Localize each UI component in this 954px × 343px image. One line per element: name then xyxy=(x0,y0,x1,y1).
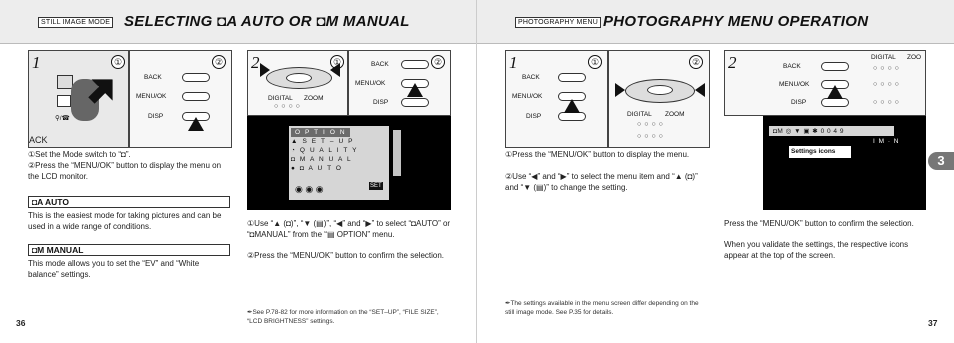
left-mid-instruction-1: ①Use “▲ (◘)”, “▼ (▤)”, “◀” and “▶” to select “◘AUTO” or “◘MANUAL” from the “▤ OPTION” menu. xyxy=(247,219,451,239)
settings-icons: ◘M ◎ ▼ ▣ ✱ 0 0 4 9 xyxy=(773,128,844,135)
menu-option-icons: ◉ ◉ ◉ xyxy=(295,184,324,194)
right-lcd-screen xyxy=(763,116,926,210)
dpad-center xyxy=(647,85,673,95)
dpad-center xyxy=(286,73,312,83)
right-header xyxy=(477,0,954,44)
circle-2: ② xyxy=(431,55,445,69)
arrow-right-icon xyxy=(260,63,270,77)
menu-item-quality: ◔ Q U A L I T Y xyxy=(291,147,359,154)
indicator-dots: ○○○○ xyxy=(873,81,902,88)
indicator-dots: ○○○○ xyxy=(637,121,666,128)
chapter-tab: 3 xyxy=(928,152,954,170)
right-step2-buttons-panel xyxy=(724,50,926,116)
press-arrow-icon xyxy=(188,117,204,131)
left-header xyxy=(0,0,476,44)
right-confirm-text: Press the “MENU/OK” button to confirm the selection. xyxy=(724,219,914,228)
digital-label: DIGITAL xyxy=(627,111,652,118)
left-instruction-2: ②Press the “MENU/OK” button to display the menu on the LCD monitor. xyxy=(28,161,222,181)
left-section-tag: STILL IMAGE MODE xyxy=(38,17,113,28)
left-note: ✒See P.78-82 for more information on the “SET–UP”, “FILE SIZE”, “LCD BRIGHTNESS” settings. xyxy=(247,309,439,325)
indicator-dots: ○○○○ xyxy=(873,65,902,72)
manual-section-head: ◘M MANUAL xyxy=(28,244,230,256)
menu-ok-button-label: MENU/OK xyxy=(136,93,167,100)
manual-section-text: This mode allows you to set the “EV” and “White balance” settings. xyxy=(28,259,200,279)
callout-box xyxy=(789,146,851,158)
indicator-dots: ○○○○ xyxy=(274,103,303,110)
circle-1: ① xyxy=(111,55,125,69)
menu-ok-button xyxy=(182,92,210,101)
digital-label: DIGITAL xyxy=(871,54,896,61)
menu-panel xyxy=(289,126,389,200)
circle-1: ① xyxy=(588,55,602,69)
press-arrow-icon xyxy=(564,99,580,113)
left-step1-panel xyxy=(28,50,129,148)
disp-button xyxy=(821,98,849,107)
right-section-tag: PHOTOGRAPHY MENU xyxy=(515,17,601,28)
left-page-title: SELECTING ◘A AUTO OR ◘M MANUAL xyxy=(124,13,410,30)
arrow-left-icon xyxy=(330,63,340,77)
zoom-label: ZOO xyxy=(907,54,922,61)
press-arrow-icon xyxy=(407,83,423,97)
left-step2-dpad-panel xyxy=(247,50,348,116)
circle-2: ② xyxy=(212,55,226,69)
menu-title: O P T I O N xyxy=(291,128,350,137)
back-button xyxy=(558,73,586,82)
menu-ok-button-label: MENU/OK xyxy=(779,81,810,88)
left-mid-instruction-2: ②Press the “MENU/OK” button to confirm the selection. xyxy=(247,251,445,260)
back-button-label: BACK xyxy=(522,74,540,81)
set-icon: SET xyxy=(370,183,382,189)
digital-label: DIGITAL xyxy=(268,95,293,102)
indicator-dots: ○○○○ xyxy=(873,99,902,106)
zoom-label: ZOOM xyxy=(665,111,685,118)
back-button xyxy=(821,62,849,71)
back-button-label: BACK xyxy=(783,63,801,70)
menu-scrollbar xyxy=(393,130,401,176)
disp-button-label: DISP xyxy=(526,113,542,120)
right-note: ✒The settings available in the menu screen differ depending on the still image mode. See P.35 for details. xyxy=(505,300,699,316)
back-button xyxy=(401,60,429,69)
auto-section-head: ◘A AUTO xyxy=(28,196,230,208)
left-lcd-screen xyxy=(247,116,451,210)
circle-2: ② xyxy=(689,55,703,69)
circle-1: ① xyxy=(330,55,344,69)
right-page-title: PHOTOGRAPHY MENU OPERATION xyxy=(603,13,869,30)
settings-icons-label: Settings icons xyxy=(791,148,836,155)
movie-mode-icon: ⚲/☎ xyxy=(55,115,70,122)
disp-button xyxy=(558,112,586,121)
back-label: ACK xyxy=(29,135,48,145)
menu-ok-button-label: MENU/OK xyxy=(355,80,386,87)
menu-ok-button-label: MENU/OK xyxy=(512,93,543,100)
left-instruction-1: ①Set the Mode switch to “◘”. xyxy=(28,150,131,159)
disp-button-label: DISP xyxy=(373,99,389,106)
left-step2-buttons-panel xyxy=(348,50,451,116)
quality-indicator: I M · N xyxy=(873,138,900,145)
menu-item-setup: ▲ S E T – U P xyxy=(291,138,355,145)
playback-mode-icon xyxy=(57,95,71,107)
disp-button-label: DISP xyxy=(791,99,807,106)
indicator-dots: ○○○○ xyxy=(637,133,666,140)
menu-item-manual: ◘ M A N U A L xyxy=(291,156,353,163)
right-instruction-2: ②Use “◀” and “▶” to select the menu item and “▲ (◘)” and “▼ (▤)” to change the setting. xyxy=(505,172,698,192)
back-button-label: BACK xyxy=(144,74,162,81)
page-divider xyxy=(476,0,477,343)
auto-section-text: This is the easiest mode for taking pictures and can be used in a wide range of conditions. xyxy=(28,211,222,231)
right-step1-dpad-panel xyxy=(608,50,710,148)
arrow-right-icon xyxy=(615,83,625,97)
arrow-left-icon xyxy=(695,83,705,97)
page-number-left: 36 xyxy=(16,318,26,328)
step-number: 1 xyxy=(509,53,518,72)
right-instruction-1: ①Press the “MENU/OK” button to display the menu. xyxy=(505,150,690,159)
right-validate-text: When you validate the settings, the respective icons appear at the top of the screen. xyxy=(724,240,909,260)
disp-button xyxy=(401,98,429,107)
page-number-right: 37 xyxy=(928,318,938,328)
step-number: 2 xyxy=(728,53,737,72)
press-arrow-icon xyxy=(827,85,843,99)
left-step1-buttons-panel xyxy=(129,50,232,148)
right-step1-buttons-panel xyxy=(505,50,608,148)
zoom-label: ZOOM xyxy=(304,95,324,102)
back-button xyxy=(182,73,210,82)
disp-button-label: DISP xyxy=(148,113,164,120)
menu-item-auto: ● ◘ A U T O xyxy=(291,165,343,172)
back-button-label: BACK xyxy=(371,61,389,68)
step-number: 1 xyxy=(32,53,41,72)
step-number: 2 xyxy=(251,53,260,72)
settings-icon-bar xyxy=(769,126,894,136)
